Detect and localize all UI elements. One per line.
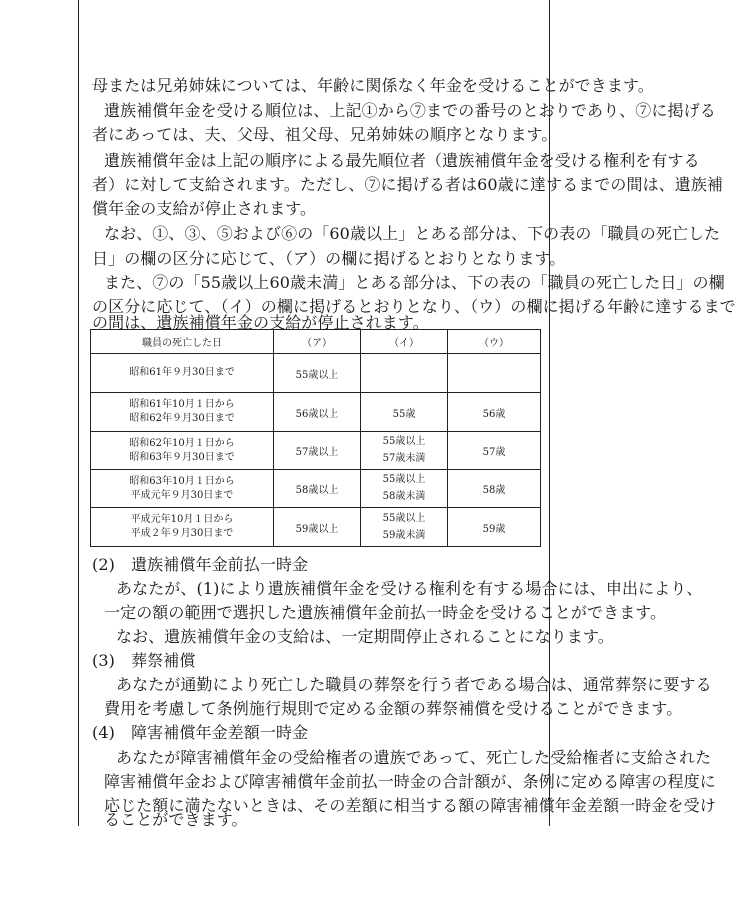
header-death-date: 職員の死亡した日 <box>91 330 274 354</box>
table-header-row <box>91 330 541 354</box>
date-from-text: 昭和62年10月１日から <box>129 437 235 449</box>
intro-line: 母または兄弟姉妹については、年齢に関係なく年金を受けることができます。 <box>92 76 654 95</box>
cell-i <box>361 432 448 470</box>
i-max-text: 59歳未満 <box>382 529 426 541</box>
cell-u: 58歳 <box>448 470 541 508</box>
header-i: （イ） <box>361 330 448 354</box>
date-to-text: 昭和62年９月30日まで <box>129 413 235 424</box>
section-line: あなたが通勤により死亡した職員の葬祭を行う者である場合は、通常葬祭に要する <box>116 675 712 694</box>
cell-u: 59歳 <box>448 508 541 547</box>
cell-date <box>91 393 274 432</box>
section-heading: (2) 遺族補償年金前払一時金 <box>92 555 309 574</box>
intro-line: 遺族補償年金を受ける順位は、上記①から⑦までの番号のとおりであり、⑦に掲げる <box>104 101 716 120</box>
cell-i <box>361 354 448 393</box>
date-to-text: 平成元年９月30日まで <box>130 489 234 501</box>
cell-i <box>361 508 448 547</box>
cell-u <box>448 354 541 393</box>
header-u: （ウ） <box>448 330 541 354</box>
i-min-text: 55歳以上 <box>382 474 426 485</box>
intro-line: 償年金の支給が停止されます。 <box>92 199 317 218</box>
intro-line: 者）に対して支給されます。ただし、⑦に掲げる者は60歳に達するまでの間は、遺族補 <box>92 175 724 194</box>
age-table <box>90 329 541 547</box>
table-row <box>91 354 541 393</box>
cell-i <box>361 470 448 508</box>
cell-date <box>91 470 274 508</box>
section-heading: (4) 障害補償年金差額一時金 <box>92 723 309 742</box>
intro-line: 遺族補償年金は上記の順序による最先順位者（遺族補償年金を受ける権利を有する <box>104 151 700 170</box>
date-from-text: 昭和61年10月１日から <box>129 399 235 410</box>
i-max-text: 57歳未満 <box>382 453 426 464</box>
section-line: 応じた額に満たないときは、その差額に相当する額の障害補償年金差額一時金を受け <box>104 796 716 815</box>
i-min-text: 55歳以上 <box>382 436 426 447</box>
page-frame-left-border <box>78 0 79 826</box>
intro-line: なお、①、③、⑤および⑥の「60歳以上」とある部分は、下の表の「職員の死亡した <box>104 224 721 243</box>
table-row <box>91 508 541 547</box>
intro-line: の区分に応じて、（イ）の欄に掲げるとおりとなり、（ウ）の欄に掲げる年齢に達するまで <box>92 297 736 316</box>
cell-a: 55歳以上 <box>274 354 361 393</box>
table-row <box>91 470 541 508</box>
intro-line: 者にあっては、夫、父母、祖父母、兄弟姉妹の順序となります。 <box>92 125 558 144</box>
section-line: 障害補償年金および障害補償年金前払一時金の合計額が、条例に定める障害の程度に <box>104 772 716 791</box>
cell-u: 56歳 <box>448 393 541 432</box>
table-row <box>91 393 541 432</box>
date-from-text: 平成元年10月１日から <box>130 514 234 525</box>
intro-line: 日」の欄の区分に応じて、（ア）の欄に掲げるとおりとなります。 <box>92 249 566 268</box>
cell-date <box>91 508 274 547</box>
cell-a: 58歳以上 <box>274 470 361 508</box>
cell-u: 57歳 <box>448 432 541 470</box>
section-line: 一定の額の範囲で選択した遺族補償年金前払一時金を受けることができます。 <box>104 603 667 622</box>
date-to-text: 昭和63年９月30日まで <box>129 451 235 463</box>
intro-line: の間は、遺族補償年金の支給が停止されます。 <box>92 313 429 332</box>
cell-a: 56歳以上 <box>274 393 361 432</box>
date-from-text: 昭和63年10月１日から <box>129 475 235 487</box>
section-line: なお、遺族補償年金の支給は、一定期間停止されることになります。 <box>116 627 614 646</box>
cell-a: 57歳以上 <box>274 432 361 470</box>
section-heading: (3) 葬祭補償 <box>92 651 196 670</box>
section-line: 費用を考慮して条例施行規則で定める金額の葬祭補償を受けることができます。 <box>104 699 683 718</box>
cell-date <box>91 354 274 393</box>
cell-a: 59歳以上 <box>274 508 361 547</box>
section-line: あなたが、(1)により遺族補償年金を受ける権利を有する場合には、申出により、 <box>116 579 703 598</box>
i-min-text: 55歳以上 <box>382 512 426 524</box>
section-line: ることができます。 <box>104 810 248 829</box>
cell-date <box>91 432 274 470</box>
table-row <box>91 432 541 470</box>
i-max-text: 58歳未満 <box>382 491 426 502</box>
cell-i: 55歳 <box>361 393 448 432</box>
date-text: 昭和61年９月30日まで <box>129 367 235 378</box>
date-to-text: 平成２年９月30日まで <box>130 528 234 539</box>
intro-line: また、⑦の「55歳以上60歳未満」とある部分は、下の表の「職員の死亡した日」の欄 <box>104 273 725 292</box>
section-line: あなたが障害補償年金の受給権者の遺族であって、死亡した受給権者に支給された <box>116 748 712 767</box>
header-a: （ア） <box>274 330 361 354</box>
